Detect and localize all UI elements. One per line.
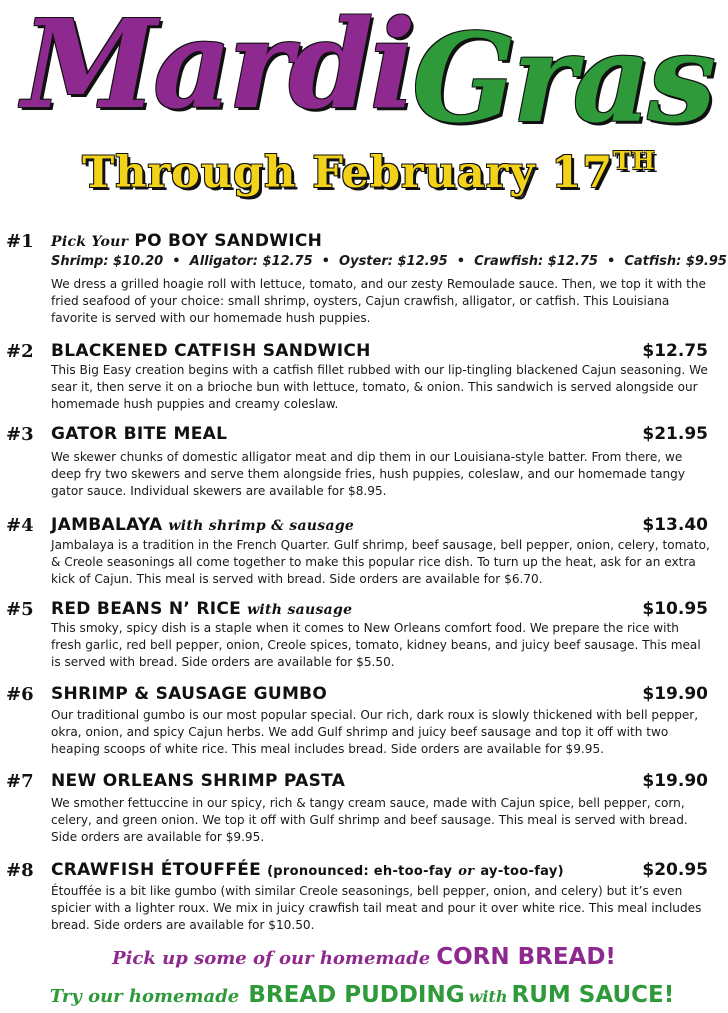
footer-line1-script: Pick up some of our homemade (112, 948, 431, 969)
date-banner (24, 146, 714, 198)
item-title (51, 599, 352, 619)
item-price: $13.40 (642, 515, 708, 535)
item-price: $20.95 (642, 860, 708, 880)
footer-line2-rum: RUM SAUCE! (511, 982, 675, 1008)
pronunciation-or: or (458, 864, 475, 879)
item-description: Jambalaya is a tradition in the French Quarter. Gulf shrimp, beef sausage, bell pepper, onion, celery, tomato, & Creole seasonings all come together to make this popular rice dish. To turn up the heat, ask for an extra kick of Cajun. This meal is served with bread. Side orders are available for $6.70. (51, 538, 710, 586)
footer-line2-script: Try our homemade (49, 986, 240, 1007)
item-number: #2 (6, 341, 34, 362)
item-title (51, 860, 564, 880)
title-word-gras: Gras (412, 6, 713, 150)
footer-bread-pudding (0, 982, 728, 1008)
price-crawfish-label: Crawfish: $ (474, 254, 557, 269)
footer-line2-with: with (468, 987, 508, 1006)
item-description: This smoky, spicy dish is a staple when it comes to New Orleans comfort food. We prepare the rice with fresh garlic, red bell pepper, onion, Creole spices, tomato, kidney beans, and juicy beef sausage. This meal is served with bread. Side orders are available for $5.50. (51, 621, 701, 669)
item-description: This Big Easy creation begins with a catfish fillet rubbed with our lip-tingling blackened Cajun seasoning. We sear it, then serve it on a brioche bun with lettuce, tomato, & onion. This sandwich is served alongside our homemade hush puppies and creamy coleslaw. (51, 363, 708, 411)
po-boy-prices: Shrimp: $10.20 • Alligator: $12.75 • Oyster: $12.95 • Crawfish: $12.75 • Catfish: $9.95 (51, 254, 727, 269)
price-shrimp: 10.20 (122, 254, 164, 269)
item-description: We skewer chunks of domestic alligator meat and dip them in our Louisiana-style batter. From there, we deep fry two skewers and serve them alongside fries, hush puppies, coleslaw, and our homemade tangy gator sauce. Individual skewers are available for $8.95. (51, 450, 686, 498)
price-alligator-label: Alligator: $ (189, 254, 272, 269)
item-price: $10.95 (642, 599, 708, 619)
item-title: GATOR BITE MEAL (51, 424, 228, 444)
price-catfish: 9.95 (694, 254, 727, 269)
item-title: SHRIMP & SAUSAGE GUMBO (51, 684, 328, 704)
item-price: $19.90 (642, 771, 708, 791)
item-description: We smother fettuccine in our spicy, rich & tangy cream sauce, made with Cajun spice, bell pepper, corn, celery, and green onion. We top it off with Gulf shrimp and beef sausage. This meal is served with bread. Side orders are available for $9.95. (51, 796, 688, 844)
footer-line2-bold: BREAD PUDDING (248, 982, 465, 1008)
item-subtitle: with shrimp & sausage (168, 518, 355, 534)
price-alligator: 12.75 (271, 254, 313, 269)
footer-line1-bold: CORN BREAD! (436, 944, 616, 970)
item-subtitle: with sausage (247, 602, 353, 618)
date-text: Through February 17 (82, 148, 614, 198)
footer-corn-bread (0, 944, 728, 970)
item-pronunciation (267, 864, 564, 879)
item-description: Étouffée is a bit like gumbo (with similar Creole seasonings, bell pepper, onion, and celery) but it’s even spicier with a lighter roux. We mix in juicy crawfish tail meat and pour it over white rice. This meal includes bread. Side orders are available for $10.50. (51, 884, 702, 932)
item-title: NEW ORLEANS SHRIMP PASTA (51, 771, 346, 791)
item-title-text: JAMBALAYA (51, 515, 163, 535)
item-number: #7 (6, 771, 34, 792)
price-crawfish: 12.75 (556, 254, 598, 269)
date-suffix: TH (613, 146, 656, 175)
item-title (51, 231, 322, 251)
item-number: #6 (6, 684, 34, 705)
item-price: $12.75 (642, 341, 708, 361)
item-price: $21.95 (642, 424, 708, 444)
title-word-mardi: Mardi (22, 0, 413, 136)
item-title-text: RED BEANS N’ RICE (51, 599, 242, 619)
price-oyster: 12.95 (406, 254, 448, 269)
item-number: #1 (6, 231, 34, 252)
item-number: #3 (6, 424, 34, 445)
item-title: BLACKENED CATFISH SANDWICH (51, 341, 371, 361)
item-price: $19.90 (642, 684, 708, 704)
pronunciation-a: (pronounced: eh-too-fay (267, 864, 453, 879)
item-title (51, 515, 354, 535)
price-oyster-label: Oyster: $ (339, 254, 407, 269)
item-number: #4 (6, 515, 34, 536)
item-number: #5 (6, 599, 34, 620)
title-banner (0, 0, 728, 225)
item-number: #8 (6, 860, 34, 881)
price-catfish-label: Catfish: $ (624, 254, 695, 269)
item-description: We dress a grilled hoagie roll with lettuce, tomato, and our zesty Remoulade sauce. Then, we top it with the fried seafood of your choice: small shrimp, oysters, Cajun crawfish, alligator, or catfish. This Louisiana favorite is served with our homemade hush puppies. (51, 277, 706, 325)
pronunciation-b: ay-too-fay) (480, 864, 564, 879)
price-shrimp-label: Shrimp: $ (51, 254, 123, 269)
item-description: Our traditional gumbo is our most popular special. Our rich, dark roux is slowly thickened with bell pepper, okra, onion, and spicy Cajun herbs. We add Gulf shrimp and juicy beef sausage and top it off with two heaping scoops of white rice. This meal includes bread. Side orders are available for $9.95. (51, 708, 699, 756)
item-title-text: CRAWFISH ÉTOUFFÉE (51, 860, 262, 880)
item-title-text: PO BOY SANDWICH (134, 231, 323, 251)
item-pick-label: Pick Your (51, 234, 129, 250)
